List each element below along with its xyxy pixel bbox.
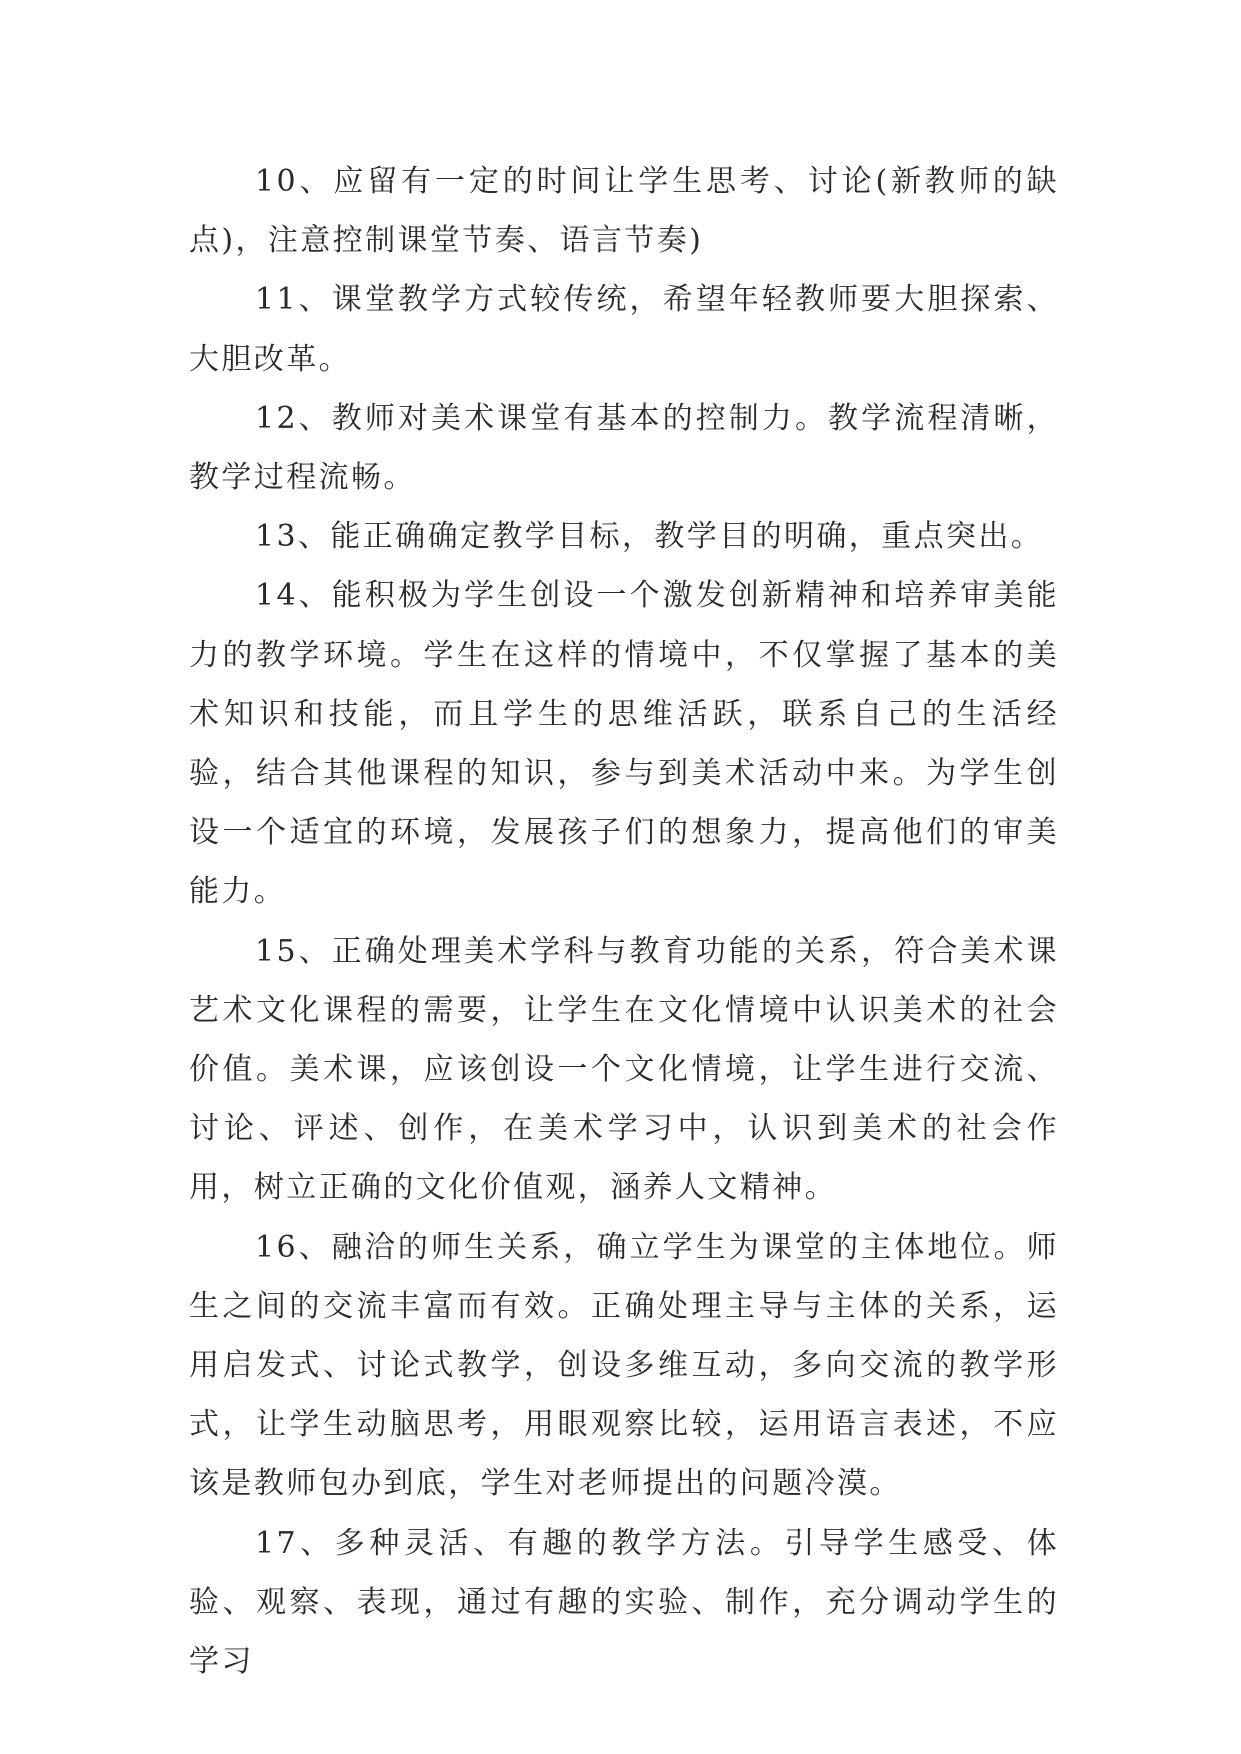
paragraph-11: 11、课堂教学方式较传统，希望年轻教师要大胆探索、大胆改革。 [189,282,1059,377]
paragraph-14: 14、能积极为学生创设一个激发创新精神和培养审美能力的教学环境。学生在这样的情境中，不仅掌握了基本的美术知识和技能，而且学生的思维活跃，联系自己的生活经验，结合其他课程的知识，参与到美术活动中来。为学生创设一个适宜的环境，发展孩子们的想象力，提高他们的审美能力。 [189,578,1059,910]
paragraph-10: 10、应留有一定的时间让学生思考、讨论(新教师的缺点)，注意控制课堂节奏、语言节奏) [189,164,1059,259]
paragraph-16: 16、融洽的师生关系，确立学生为课堂的主体地位。师生之间的交流丰富而有效。正确处理主导与主体的关系，运用启发式、讨论式教学，创设多维互动，多向交流的教学形式，让学生动脑思考，用眼观察比较，运用语言表述，不应该是教师包办到底，学生对老师提出的问题冷漠。 [189,1229,1059,1502]
document-body [189,152,1059,1691]
paragraph-17: 17、多种灵活、有趣的教学方法。引导学生感受、体验、观察、表现，通过有趣的实验、制作，充分调动学生的学习 [189,1525,1059,1680]
paragraph-13: 13、能正确确定教学目标，教学目的明确，重点突出。 [255,519,1044,555]
paragraph-15: 15、正确处理美术学科与教育功能的关系，符合美术课艺术文化课程的需要，让学生在文化情境中认识美术的社会价值。美术课，应该创设一个文化情境，让学生进行交流、讨论、评述、创作，在美术学习中，认识到美术的社会作用，树立正确的文化价值观，涵养人文精神。 [189,933,1059,1206]
paragraph-12: 12、教师对美术课堂有基本的控制力。教学流程清晰，教学过程流畅。 [189,400,1059,496]
